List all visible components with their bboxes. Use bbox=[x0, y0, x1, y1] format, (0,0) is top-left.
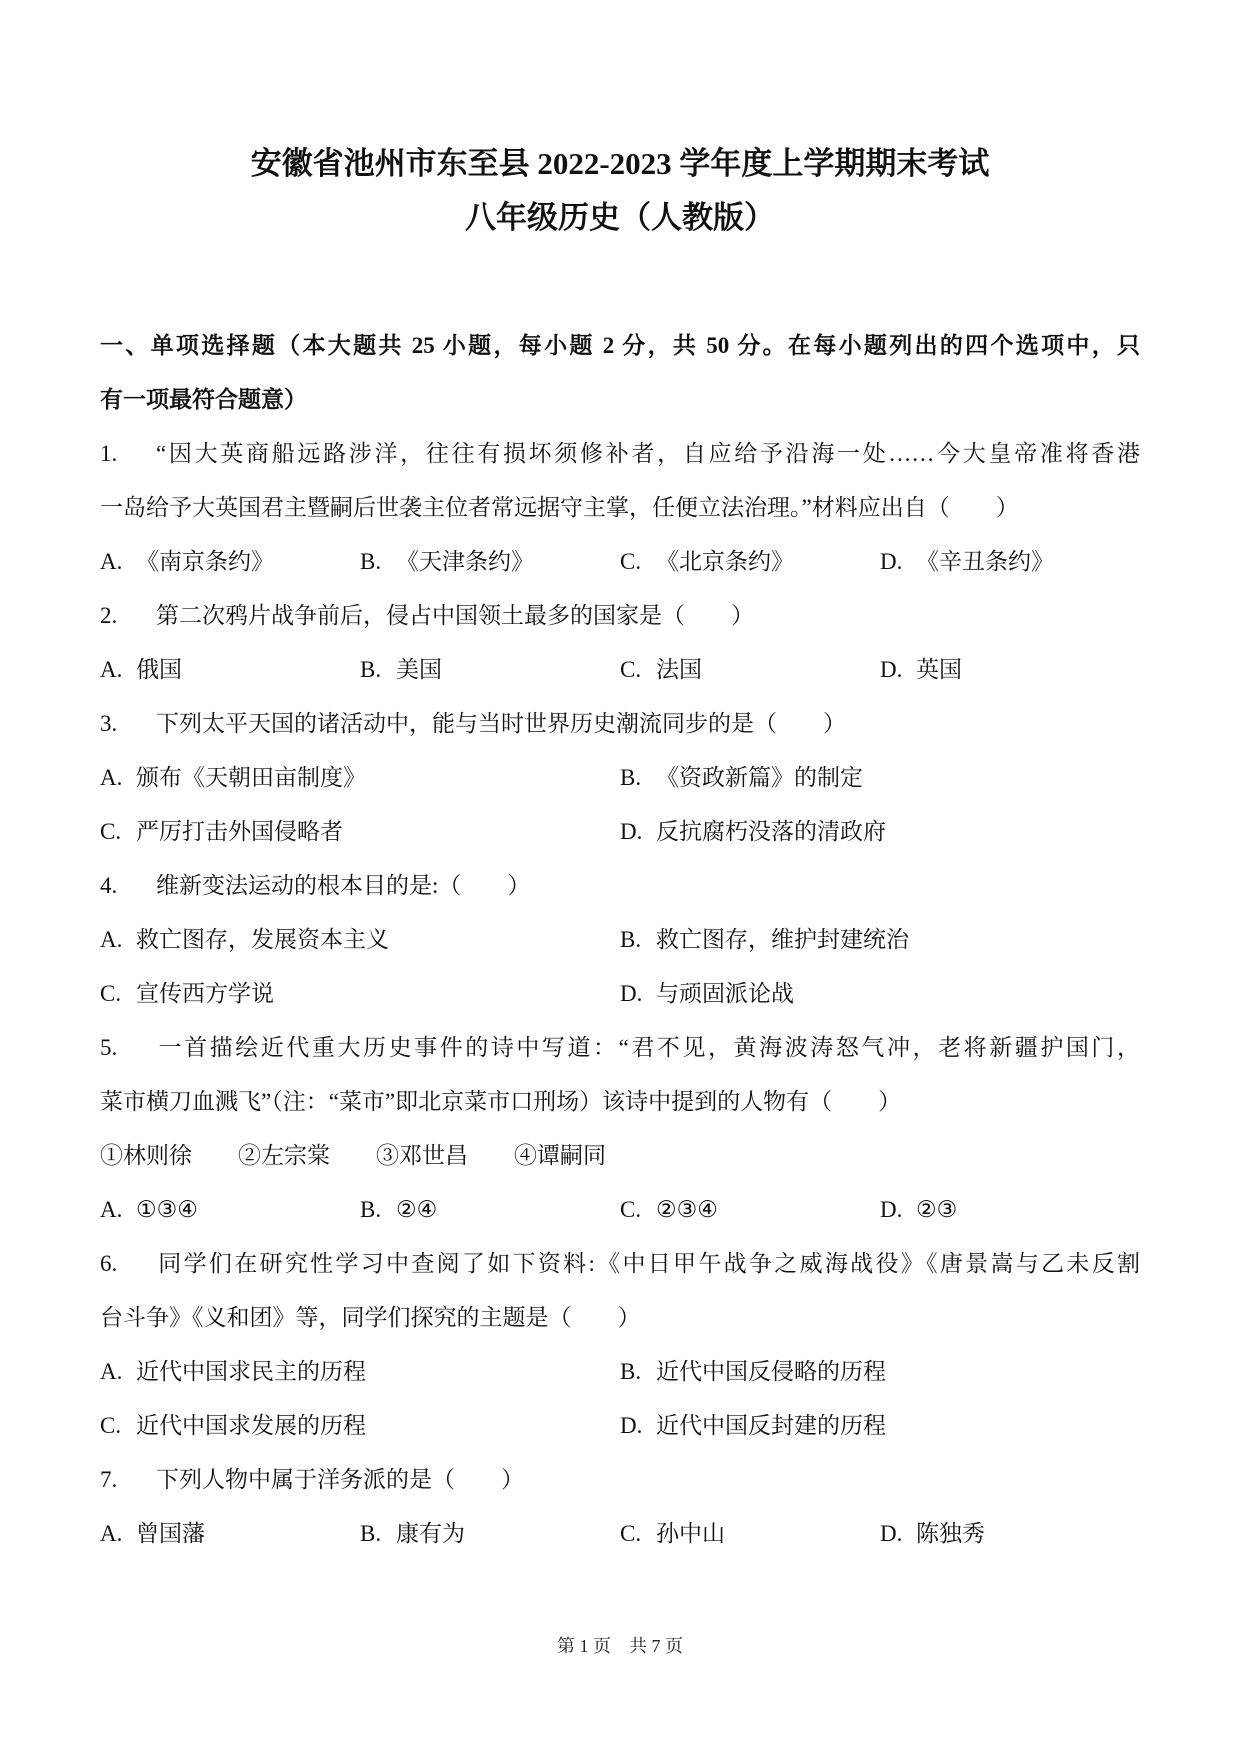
option-key: A. bbox=[100, 927, 123, 952]
option-text: 《南京条约》 bbox=[136, 549, 274, 574]
option-key: C. bbox=[100, 981, 122, 1006]
option-c bbox=[620, 643, 880, 697]
question-5-line-2: 菜市横刀血溅飞”（注：“菜市”即北京菜市口刑场）该诗中提到的人物有（ ） bbox=[100, 1089, 902, 1114]
question-3-options-row-1 bbox=[100, 751, 1140, 805]
question-number: 5. bbox=[100, 1035, 118, 1060]
option-text: 近代中国求民主的历程 bbox=[136, 1359, 366, 1384]
question-6-line-1 bbox=[100, 1237, 1140, 1291]
option-c bbox=[620, 1507, 880, 1561]
option-key: A. bbox=[100, 765, 123, 790]
option-a bbox=[100, 751, 620, 805]
option-d bbox=[620, 967, 1140, 1021]
exam-subtitle: 八年级历史（人教版） bbox=[465, 200, 775, 235]
option-a bbox=[100, 535, 360, 589]
option-text: ①③④ bbox=[136, 1197, 198, 1222]
option-key: D. bbox=[880, 1521, 903, 1546]
option-key: A. bbox=[100, 657, 123, 682]
option-key: D. bbox=[620, 1413, 643, 1438]
numbered-item-4: ④谭嗣同 bbox=[514, 1143, 606, 1168]
option-key: B. bbox=[360, 657, 382, 682]
option-b bbox=[360, 1507, 620, 1561]
section-header-line-1: 一、单项选择题（本大题共 25 小题，每小题 2 分，共 50 分。在每小题列出的四个选项中，只 bbox=[100, 333, 1140, 358]
option-text: 颁布《天朝田亩制度》 bbox=[136, 765, 366, 790]
option-key: A. bbox=[100, 1359, 123, 1384]
option-text: 宣传西方学说 bbox=[136, 981, 274, 1006]
option-text: 俄国 bbox=[136, 657, 182, 682]
question-number: 6. bbox=[100, 1251, 118, 1276]
option-a bbox=[100, 643, 360, 697]
question-3-options-row-2 bbox=[100, 805, 1140, 859]
option-text: 反抗腐朽没落的清政府 bbox=[656, 819, 886, 844]
question-5-line-1 bbox=[100, 1021, 1140, 1075]
question-5-options bbox=[100, 1183, 1140, 1237]
option-a bbox=[100, 913, 620, 967]
option-key: C. bbox=[620, 1197, 642, 1222]
option-c bbox=[620, 1183, 880, 1237]
question-7-options bbox=[100, 1507, 1140, 1561]
option-text: 近代中国反封建的历程 bbox=[656, 1413, 886, 1438]
option-text: 康有为 bbox=[396, 1521, 465, 1546]
question-text: 同学们在研究性学习中查阅了如下资料:《中日甲午战争之威海战役》《唐景嵩与乙未反割 bbox=[156, 1251, 1140, 1276]
section-header-line-2: 有一项最符合题意） bbox=[100, 387, 307, 412]
option-text: 严厉打击外国侵略者 bbox=[136, 819, 343, 844]
option-key: A. bbox=[100, 1197, 123, 1222]
option-key: D. bbox=[880, 549, 903, 574]
question-number: 3. bbox=[100, 711, 118, 736]
question-3-line-1 bbox=[100, 697, 1140, 751]
option-key: D. bbox=[880, 1197, 903, 1222]
option-b bbox=[620, 913, 1140, 967]
question-number: 2. bbox=[100, 603, 118, 628]
option-c bbox=[100, 967, 620, 1021]
question-text: 第二次鸦片战争前后，侵占中国领土最多的国家是（ ） bbox=[156, 603, 754, 628]
option-text: ②④ bbox=[396, 1197, 438, 1222]
option-d bbox=[880, 535, 1140, 589]
option-d bbox=[620, 1399, 1140, 1453]
option-text: 与顽固派论战 bbox=[656, 981, 794, 1006]
option-text: 曾国藩 bbox=[136, 1521, 205, 1546]
question-number: 4. bbox=[100, 873, 118, 898]
question-text: “因大英商船远路涉洋，往往有损坏须修补者，自应给予沿海一处……今大皇帝准将香港 bbox=[156, 441, 1140, 466]
option-text: ②③ bbox=[916, 1197, 958, 1222]
option-key: B. bbox=[620, 1359, 642, 1384]
question-4-options-row-1 bbox=[100, 913, 1140, 967]
option-b bbox=[360, 643, 620, 697]
question-2-options bbox=[100, 643, 1140, 697]
option-text: 美国 bbox=[396, 657, 442, 682]
option-text: 英国 bbox=[916, 657, 962, 682]
question-1-options bbox=[100, 535, 1140, 589]
question-number: 1. bbox=[100, 441, 118, 466]
question-1-line-1 bbox=[100, 427, 1140, 481]
option-key: B. bbox=[620, 927, 642, 952]
question-4-options-row-2 bbox=[100, 967, 1140, 1021]
option-key: C. bbox=[100, 1413, 122, 1438]
question-text: 维新变法运动的根本目的是:（ ） bbox=[156, 873, 531, 898]
option-key: A. bbox=[100, 549, 123, 574]
question-5-numbered-items bbox=[100, 1129, 1140, 1183]
option-key: C. bbox=[100, 819, 122, 844]
option-key: D. bbox=[620, 819, 643, 844]
option-text: 救亡图存，维护封建统治 bbox=[656, 927, 909, 952]
option-a bbox=[100, 1507, 360, 1561]
option-text: 孙中山 bbox=[656, 1521, 725, 1546]
option-c bbox=[100, 1399, 620, 1453]
option-text: 法国 bbox=[656, 657, 702, 682]
option-b bbox=[360, 1183, 620, 1237]
option-d bbox=[880, 1183, 1140, 1237]
question-6-options-row-2 bbox=[100, 1399, 1140, 1453]
option-a bbox=[100, 1345, 620, 1399]
question-2-line-1 bbox=[100, 589, 1140, 643]
question-text: 下列人物中属于洋务派的是（ ） bbox=[156, 1467, 524, 1492]
option-b bbox=[620, 1345, 1140, 1399]
option-text: 陈独秀 bbox=[916, 1521, 985, 1546]
option-key: D. bbox=[620, 981, 643, 1006]
question-text: 下列太平天国的诸活动中，能与当时世界历史潮流同步的是（ ） bbox=[156, 711, 846, 736]
option-text: 《资政新篇》的制定 bbox=[656, 765, 863, 790]
exam-body bbox=[100, 319, 1140, 1561]
option-text: ②③④ bbox=[656, 1197, 718, 1222]
option-text: 《北京条约》 bbox=[656, 549, 794, 574]
question-6-options-row-1 bbox=[100, 1345, 1140, 1399]
option-text: 《辛丑条约》 bbox=[916, 549, 1054, 574]
numbered-item-3: ③邓世昌 bbox=[376, 1143, 468, 1168]
question-6-line-2: 台斗争》《义和团》等，同学们探究的主题是（ ） bbox=[100, 1305, 641, 1330]
question-number: 7. bbox=[100, 1467, 118, 1492]
option-b bbox=[360, 535, 620, 589]
page-number-footer: 第 1 页 共 7 页 bbox=[557, 1636, 683, 1656]
option-d bbox=[620, 805, 1140, 859]
option-text: 《天津条约》 bbox=[396, 549, 534, 574]
option-d bbox=[880, 1507, 1140, 1561]
option-key: C. bbox=[620, 549, 642, 574]
question-7-line-1 bbox=[100, 1453, 1140, 1507]
option-c bbox=[620, 535, 880, 589]
option-key: C. bbox=[620, 1521, 642, 1546]
numbered-item-2: ②左宗棠 bbox=[238, 1143, 330, 1168]
option-text: 近代中国反侵略的历程 bbox=[656, 1359, 886, 1384]
option-d bbox=[880, 643, 1140, 697]
question-1-line-2: 一岛给予大英国君主暨嗣后世袭主位者常远据守主掌，任便立法治理。”材料应出自（ ） bbox=[100, 495, 1019, 520]
option-key: D. bbox=[880, 657, 903, 682]
option-key: B. bbox=[620, 765, 642, 790]
question-4-line-1 bbox=[100, 859, 1140, 913]
option-b bbox=[620, 751, 1140, 805]
numbered-item-1: ①林则徐 bbox=[100, 1143, 192, 1168]
option-key: B. bbox=[360, 1521, 382, 1546]
option-text: 近代中国求发展的历程 bbox=[136, 1413, 366, 1438]
option-c bbox=[100, 805, 620, 859]
question-text: 一首描绘近代重大历史事件的诗中写道：“君不见，黄海波涛怒气冲，老将新疆护国门， bbox=[156, 1035, 1140, 1060]
option-a bbox=[100, 1183, 360, 1237]
exam-title: 安徽省池州市东至县 2022-2023 学年度上学期期末考试 bbox=[250, 146, 990, 181]
option-key: C. bbox=[620, 657, 642, 682]
option-key: A. bbox=[100, 1521, 123, 1546]
option-text: 救亡图存，发展资本主义 bbox=[136, 927, 389, 952]
option-key: B. bbox=[360, 1197, 382, 1222]
option-key: B. bbox=[360, 549, 382, 574]
